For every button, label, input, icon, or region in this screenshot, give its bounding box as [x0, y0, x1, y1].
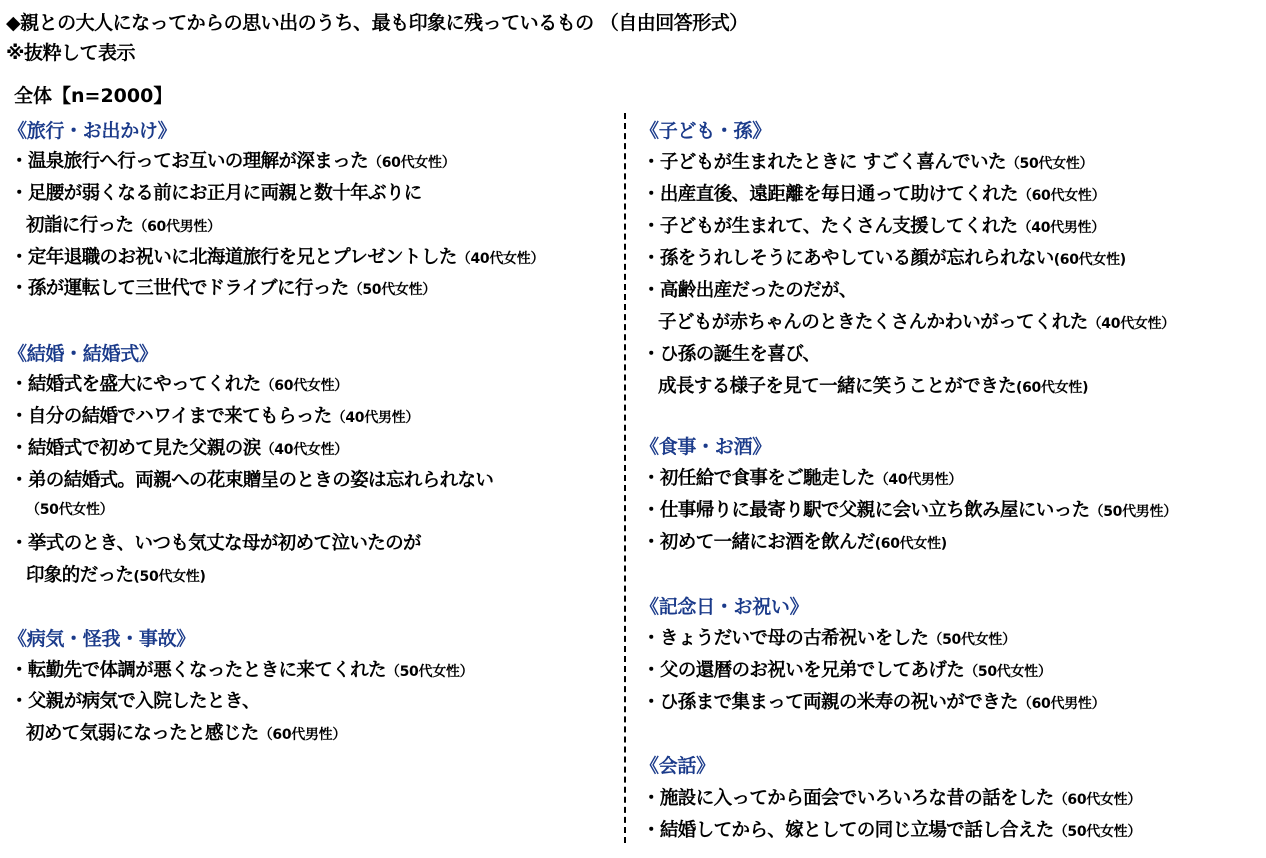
respondent-tag: （50代男性）	[1089, 504, 1177, 520]
category-conversation: 《会話》	[640, 755, 715, 777]
list-item: ・初めて一緒にお酒を飲んだ(60代女性)	[642, 532, 947, 553]
list-item: ・きょうだいで母の古希祝いをした（50代女性）	[642, 628, 1016, 649]
respondent-tag: （40代女性）	[456, 251, 545, 267]
respondent-tag: （60代女性）	[1053, 792, 1142, 808]
list-item-continued: 成長する様子を見て一緒に笑うことができた(60代女性)	[658, 376, 1089, 397]
list-item: ・結婚してから、嫁としての同じ立場で話し合えた（50代女性）	[642, 820, 1142, 841]
list-item: ・転勤先で体調が悪くなったときに来てくれた（50代女性）	[10, 660, 474, 681]
respondent-tag: （50代女性）	[348, 282, 437, 298]
list-item: ・出産直後、遠距離を毎日通って助けてくれた（60代女性）	[642, 184, 1106, 205]
respondent-tag: （60代女性）	[260, 378, 348, 394]
list-item: ・定年退職のお祝いに北海道旅行を兄とプレゼントした（40代女性）	[10, 247, 545, 268]
list-item: ・弟の結婚式。両親への花束贈呈のときの姿は忘れられない	[10, 470, 494, 491]
category-wedding: 《結婚・結婚式》	[8, 343, 158, 365]
respondent-tag: (60代女性)	[1053, 252, 1126, 268]
category-travel: 《旅行・お出かけ》	[8, 120, 177, 142]
page-title: ◆親との大人になってからの思い出のうち、最も印象に残っているもの （自由回答形式）	[6, 12, 748, 34]
sample-size: 全体【n=2000】	[14, 85, 173, 107]
respondent-tag: （50代女性）	[26, 502, 114, 518]
respondent-tag: （60代女性）	[368, 155, 456, 171]
respondent-tag: （60代男性）	[1017, 696, 1106, 712]
list-item: ・高齢出産だったのだが、	[642, 280, 857, 301]
category-illness: 《病気・怪我・事故》	[8, 628, 196, 650]
list-item: ・孫が運転して三世代でドライブに行った（50代女性）	[10, 278, 437, 299]
respondent-tag: （60代女性）	[1017, 188, 1106, 204]
list-item: ・ひ孫まで集まって両親の米寿の祝いができた（60代男性）	[642, 692, 1106, 713]
respondent-tag: （40代女性）	[1087, 316, 1175, 332]
list-item-continued: 印象的だった(50代女性)	[26, 565, 206, 586]
list-item: ・挙式のとき、いつも気丈な母が初めて泣いたのが	[10, 533, 421, 554]
list-item: ・温泉旅行へ行ってお互いの理解が深まった（60代女性）	[10, 151, 456, 172]
list-item: ・父親が病気で入院したとき、	[10, 691, 260, 712]
excerpt-note: ※抜粋して表示	[6, 42, 135, 64]
respondent-tag: （50代女性）	[1005, 156, 1094, 172]
respondent-tag: （60代男性）	[258, 727, 347, 743]
respondent-tag: （40代男性）	[874, 472, 963, 488]
respondent-tag: (60代女性)	[1016, 380, 1089, 396]
respondent-tag: （50代女性）	[928, 632, 1016, 648]
category-kids: 《子ども・孫》	[640, 120, 771, 142]
list-item: ・父の還暦のお祝いを兄弟でしてあげた（50代女性）	[642, 660, 1052, 681]
list-item: ・自分の結婚でハワイまで来てもらった（40代男性）	[10, 406, 420, 427]
list-item-continued: 子どもが赤ちゃんのときたくさんかわいがってくれた（40代女性）	[658, 312, 1175, 333]
respondent-tag: （50代女性）	[964, 664, 1052, 680]
respondent-tag: （40代女性）	[260, 442, 348, 458]
respondent-tag: (50代女性)	[133, 569, 206, 585]
list-item: ・結婚式を盛大にやってくれた（60代女性）	[10, 374, 348, 395]
list-item: ・孫をうれしそうにあやしている顔が忘れられない(60代女性)	[642, 248, 1126, 269]
respondent-tag: (60代女性)	[874, 536, 947, 552]
list-item: ・子どもが生まれたときに すごく喜んでいた（50代女性）	[642, 152, 1094, 173]
list-item: ・施設に入ってから面会でいろいろな昔の話をした（60代女性）	[642, 788, 1142, 809]
column-divider	[624, 113, 626, 843]
respondent-tag: （60代男性）	[133, 219, 221, 235]
list-item: ・ひ孫の誕生を喜び、	[642, 344, 821, 365]
category-food: 《食事・お酒》	[640, 436, 771, 458]
list-item: ・子どもが生まれて、たくさん支援してくれた（40代男性）	[642, 216, 1105, 237]
list-item-continued: 初めて気弱になったと感じた（60代男性）	[26, 723, 347, 744]
respondent-tag: （50代女性）	[1053, 824, 1142, 840]
category-anniversary: 《記念日・お祝い》	[640, 596, 809, 618]
list-item: ・初任給で食事をご馳走した（40代男性）	[642, 468, 963, 489]
respondent-tag: （40代男性）	[1017, 220, 1105, 236]
list-item-continued: 初詣に行った（60代男性）	[26, 215, 221, 236]
respondent-tag: （50代女性）	[385, 664, 474, 680]
list-item: ・仕事帰りに最寄り駅で父親に会い立ち飲み屋にいった（50代男性）	[642, 500, 1177, 521]
respondent-tag: （40代男性）	[331, 410, 420, 426]
list-item: ・結婚式で初めて見た父親の涙（40代女性）	[10, 438, 348, 459]
list-item: ・足腰が弱くなる前にお正月に両親と数十年ぶりに	[10, 183, 422, 204]
